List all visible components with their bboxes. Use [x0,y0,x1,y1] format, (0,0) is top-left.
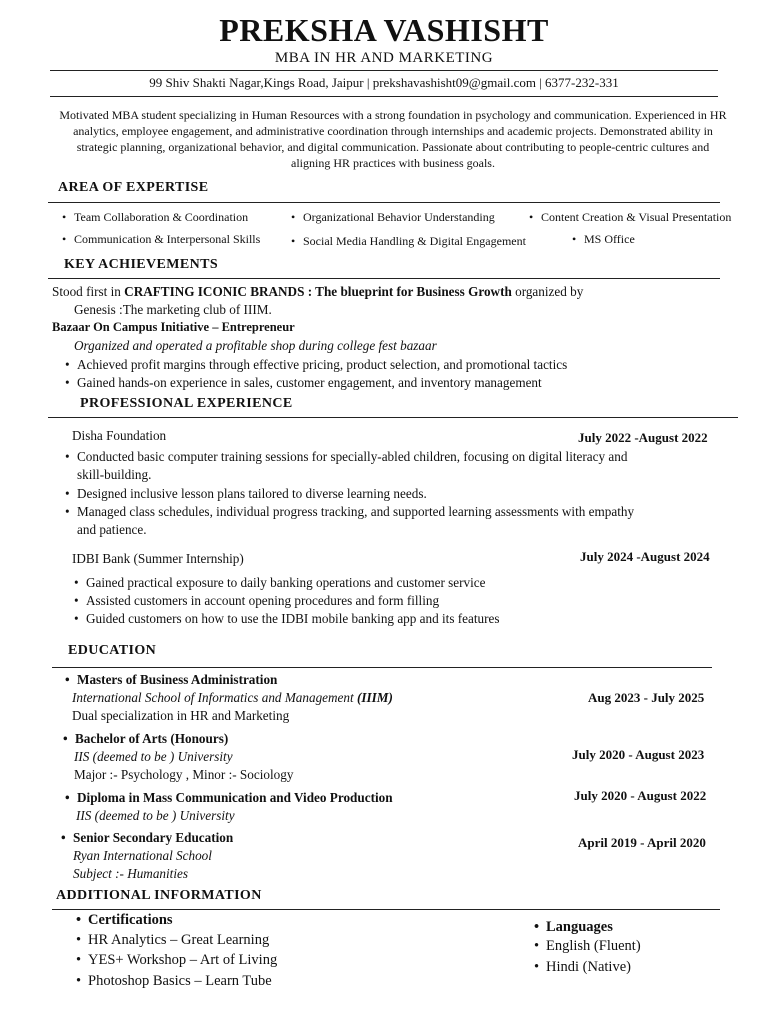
header-rule [50,70,718,71]
section-title-expertise: AREA OF EXPERTISE [58,180,209,195]
job-bullet: • Designed inclusive lesson plans tailored to diverse learning needs. [77,486,427,502]
contact-line: 99 Shiv Shakti Nagar,Kings Road, Jaipur | prekshavashisht09@gmail.com | 6377-232-331 [149,75,619,90]
section-title-education: EDUCATION [68,643,157,658]
certification-item: • YES+ Workshop – Art of Living [88,952,277,969]
education-institution: Ryan International School [73,848,212,863]
institution-abbr: (IIIM) [356,690,393,705]
achievement-pre: Stood first in [52,284,125,299]
education-dates: Aug 2023 - July 2025 [588,690,705,705]
expertise-rule [48,202,720,203]
bazaar-title: Bazaar On Campus Initiative – Entrepreneur [52,320,295,334]
language-item: • Hindi (Native) [546,959,631,976]
contact-rule [50,96,718,97]
professional-summary: Motivated MBA student specializing in Human Resources with a strong foundation in psychology and communication. Experienced in HR analytics, employee engagement, and administrative coordination through internships and academic projects. Demonstrated ability in strategic planning, organizational behavior, and digital communication. Passionate about contributing to people-centric cultures and aligning HR practices with business goals. [59,108,727,170]
job-org: Disha Foundation [72,428,167,443]
education-institution: IIS (deemed to be ) University [74,749,233,764]
education-rule [52,667,712,668]
education-dates: April 2019 - April 2020 [578,835,706,850]
section-title-experience: PROFESSIONAL EXPERIENCE [80,396,293,411]
job-bullet: • Guided customers on how to use the IDBI mobile banking app and its features [86,611,500,627]
bazaar-subtitle: Organized and operated a profitable shop during college fest bazaar [74,338,437,353]
education-dates: July 2020 - August 2022 [574,788,707,803]
certification-item: • Photoshop Basics – Learn Tube [88,973,272,990]
candidate-name: PREKSHA VASHISHT [219,12,549,48]
job-bullet: • Assisted customers in account opening procedures and form filling [86,593,439,609]
achievement-first-place [52,284,583,300]
job-dates: July 2022 -August 2022 [578,430,708,445]
institution-name: International School of Informatics and Management [72,690,357,705]
education-detail: Subject :- Humanities [73,866,188,881]
job-bullet-continued: skill-building. [77,467,152,482]
languages-title: • Languages [546,919,613,936]
education-degree: • Masters of Business Administration [77,672,277,688]
language-item: • English (Fluent) [546,938,641,955]
additional-rule [52,909,720,910]
education-detail: Dual specialization in HR and Marketing [72,708,290,723]
job-dates: July 2024 -August 2024 [580,549,710,564]
education-degree: • Diploma in Mass Communication and Video Production [77,790,393,806]
experience-rule [48,417,738,418]
expertise-item: • MS Office [584,232,635,247]
expertise-item: • Organizational Behavior Understanding [303,210,495,225]
achievement-bullet: • Achieved profit margins through effective pricing, product selection, and promotional tactics [77,357,567,373]
education-institution: IIS (deemed to be ) University [76,808,235,823]
job-org: IDBI Bank (Summer Internship) [72,551,244,566]
job-bullet: • Conducted basic computer training sessions for specially-abled children, focusing on digital literacy and [77,449,627,465]
achievement-organizer: Genesis :The marketing club of IIIM. [74,302,272,317]
education-dates: July 2020 - August 2023 [572,747,705,762]
education-institution [72,690,393,706]
job-bullet-continued: and patience. [77,522,147,537]
education-degree: • Senior Secondary Education [73,830,233,846]
achievement-bullet: • Gained hands-on experience in sales, customer engagement, and inventory management [77,375,542,391]
achievement-post: organized by [511,284,584,299]
job-bullet: • Gained practical exposure to daily banking operations and customer service [86,575,486,591]
certification-item: • HR Analytics – Great Learning [88,932,269,949]
expertise-item: • Social Media Handling & Digital Engagement [303,234,526,249]
expertise-item: • Content Creation & Visual Presentation [541,210,731,225]
section-title-additional: ADDITIONAL INFORMATION [56,888,262,903]
candidate-subtitle: MBA IN HR AND MARKETING [274,50,494,66]
expertise-item: • Team Collaboration & Coordination [74,210,248,225]
education-degree: • Bachelor of Arts (Honours) [75,731,228,747]
competition-name: CRAFTING ICONIC BRANDS : The blueprint for Business Growth [124,284,512,299]
certifications-title: • Certifications [88,912,173,929]
expertise-item: • Communication & Interpersonal Skills [74,232,260,247]
achievements-rule [48,278,720,279]
education-detail: Major :- Psychology , Minor :- Sociology [74,767,294,782]
job-bullet: • Managed class schedules, individual progress tracking, and supported learning assessments with empathy [77,504,634,520]
section-title-achievements: KEY ACHIEVEMENTS [64,257,219,272]
